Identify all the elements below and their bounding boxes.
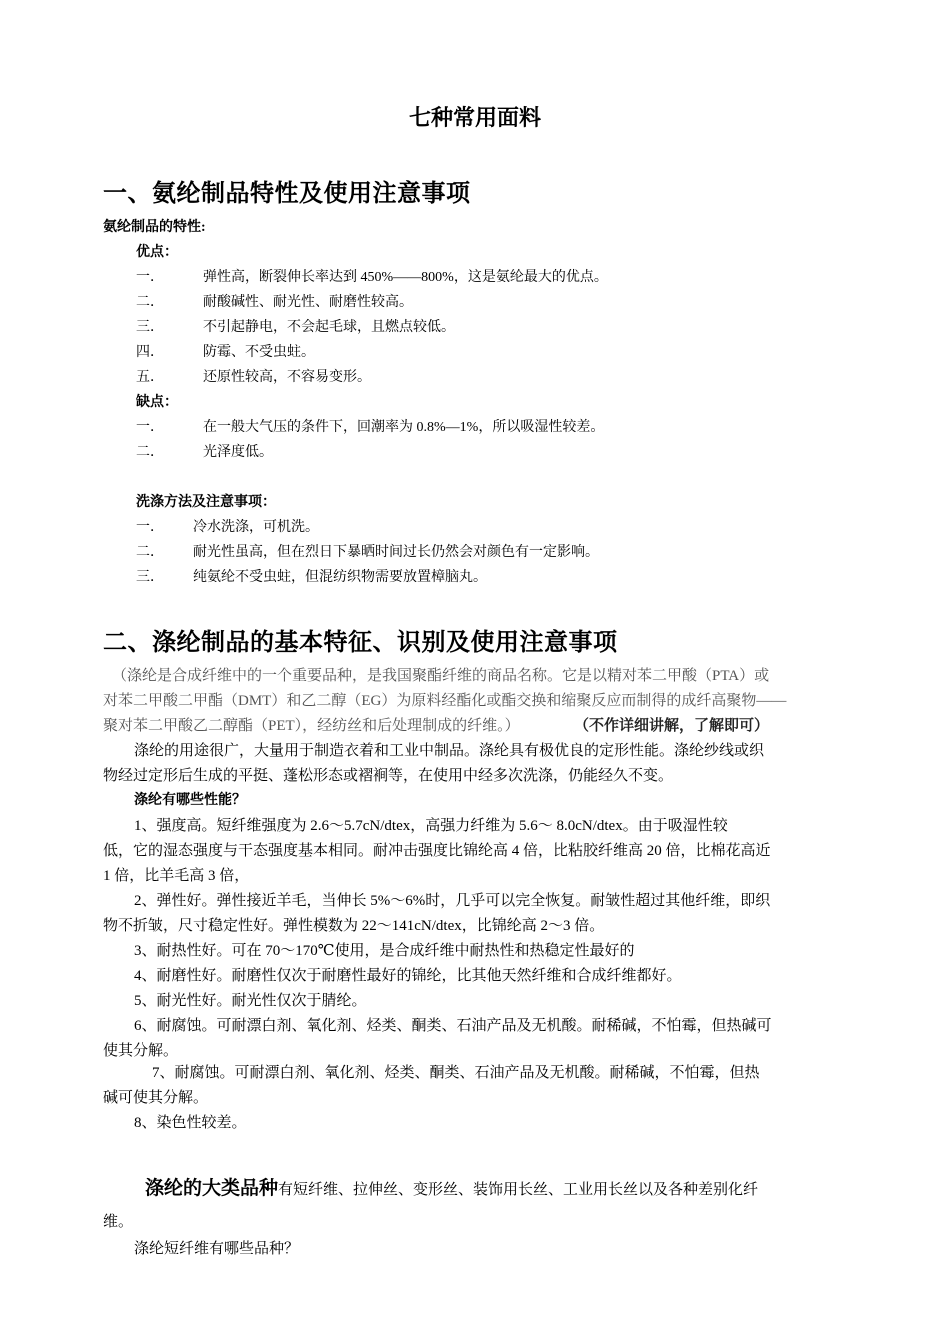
list-item: 不引起静电，不会起毛球，且燃点较低。 [203, 320, 455, 335]
page-title: 七种常用面料 [408, 105, 541, 130]
section1-subtitle: 氨纶制品的特性: [103, 220, 206, 235]
intro-line: 聚对苯二甲酸乙二醇酯（PET），经纺丝和后处理制成的纤维。） [103, 718, 520, 734]
short-fiber-question: 涤纶短纤维有哪些品种？ [134, 1241, 300, 1257]
list-number: 二． [136, 445, 164, 460]
perf-question: 涤纶有哪些性能？ [134, 793, 246, 808]
pros-label: 优点： [136, 245, 178, 260]
perf-line: 低，它的湿态强度与干态强度基本相同。耐冲击强度比锦纶高 4 倍，比粘胶纤维高 20 倍，比棉花高近 [103, 843, 771, 859]
perf-line: 使其分解。 [103, 1043, 179, 1059]
perf-line: 1 倍，比羊毛高 3 倍， [103, 868, 250, 884]
list-item: 还原性较高，不容易变形。 [203, 370, 371, 385]
list-item: 防霉、不受虫蛀。 [203, 345, 315, 360]
types-text: 有短纤维、拉伸丝、变形丝、装饰用长丝、工业用长丝以及各种差别化纤 [278, 1182, 759, 1198]
intro-line: 对苯二甲酸二甲酯（DMT）和乙二醇（EG）为原料经酯化或酯交换和缩聚反应而制得的成纤高聚物—— [103, 693, 787, 709]
perf-line: 6、耐腐蚀。可耐漂白剂、氧化剂、烃类、酮类、石油产品及无机酸。耐稀碱，不怕霉，但热碱可 [134, 1018, 772, 1034]
list-item: 在一般大气压的条件下，回潮率为 0.8%—1%，所以吸湿性较差。 [203, 420, 605, 435]
perf-line: 1、强度高。短纤维强度为 2.6～5.7cN/dtex，高强力纤维为 5.6～ 8.0cN/dtex。由于吸湿性较 [134, 818, 728, 834]
types-text-cont: 维。 [103, 1214, 134, 1230]
intro-line: （涤纶是合成纤维中的一个重要品种，是我国聚酯纤维的商品名称。它是以精对苯二甲酸（PTA）或 [112, 668, 770, 684]
list-number: 一． [136, 420, 164, 435]
list-item: 冷水洗涤，可机洗。 [193, 520, 319, 535]
perf-line: 5、耐光性好。耐光性仅次于腈纶。 [134, 993, 367, 1009]
section2-heading: 二、涤纶制品的基本特征、识别及使用注意事项 [103, 630, 618, 656]
list-item: 弹性高，断裂伸长率达到 450%——800%，这是氨纶最大的优点。 [203, 270, 608, 285]
perf-line: 4、耐磨性好。耐磨性仅次于耐磨性最好的锦纶，比其他天然纤维和合成纤维都好。 [134, 968, 682, 984]
wash-label: 洗涤方法及注意事项： [136, 495, 276, 510]
list-number: 一． [136, 520, 164, 535]
usage-line: 涤纶的用途很广，大量用于制造衣着和工业中制品。涤纶具有极优良的定形性能。涤纶纱线或织 [134, 743, 765, 759]
cons-label: 缺点： [136, 395, 178, 410]
list-number: 五． [136, 370, 164, 385]
perf-line: 物不折皱，尺寸稳定性好。弹性模数为 22～141cN/dtex，比锦纶高 2～3 倍。 [103, 918, 605, 934]
list-item: 纯氨纶不受虫蛀，但混纺织物需要放置樟脑丸。 [193, 570, 487, 585]
list-number: 四． [136, 345, 164, 360]
list-item: 耐光性虽高，但在烈日下暴晒时间过长仍然会对颜色有一定影响。 [193, 545, 599, 560]
usage-line: 物经过定形后生成的平挺、蓬松形态或褶裥等，在使用中经多次洗涤，仍能经久不变。 [103, 768, 674, 784]
perf-line: 7、耐腐蚀。可耐漂白剂、氧化剂、烃类、酮类、石油产品及无机酸。耐稀碱，不怕霉，但热 [152, 1065, 760, 1081]
list-item: 耐酸碱性、耐光性、耐磨性较高。 [203, 295, 413, 310]
types-heading: 涤纶的大类品种 [145, 1178, 279, 1199]
section1-heading: 一、氨纶制品特性及使用注意事项 [103, 181, 471, 207]
perf-line: 3、耐热性好。可在 70～170℃使用，是合成纤维中耐热性和热稳定性最好的 [134, 943, 635, 959]
list-number: 三． [136, 570, 164, 585]
perf-line: 8、染色性较差。 [134, 1115, 247, 1131]
list-number: 二． [136, 545, 164, 560]
types-line [145, 1173, 758, 1200]
intro-note: （不作详细讲解，了解即可） [574, 718, 770, 734]
perf-line: 2、弹性好。弹性接近羊毛，当伸长 5%～6%时，几乎可以完全恢复。耐皱性超过其他纤维，即织 [134, 893, 771, 909]
list-number: 三． [136, 320, 164, 335]
list-number: 一． [136, 270, 164, 285]
list-number: 二． [136, 295, 164, 310]
perf-line: 碱可使其分解。 [103, 1090, 209, 1106]
list-item: 光泽度低。 [203, 445, 273, 460]
